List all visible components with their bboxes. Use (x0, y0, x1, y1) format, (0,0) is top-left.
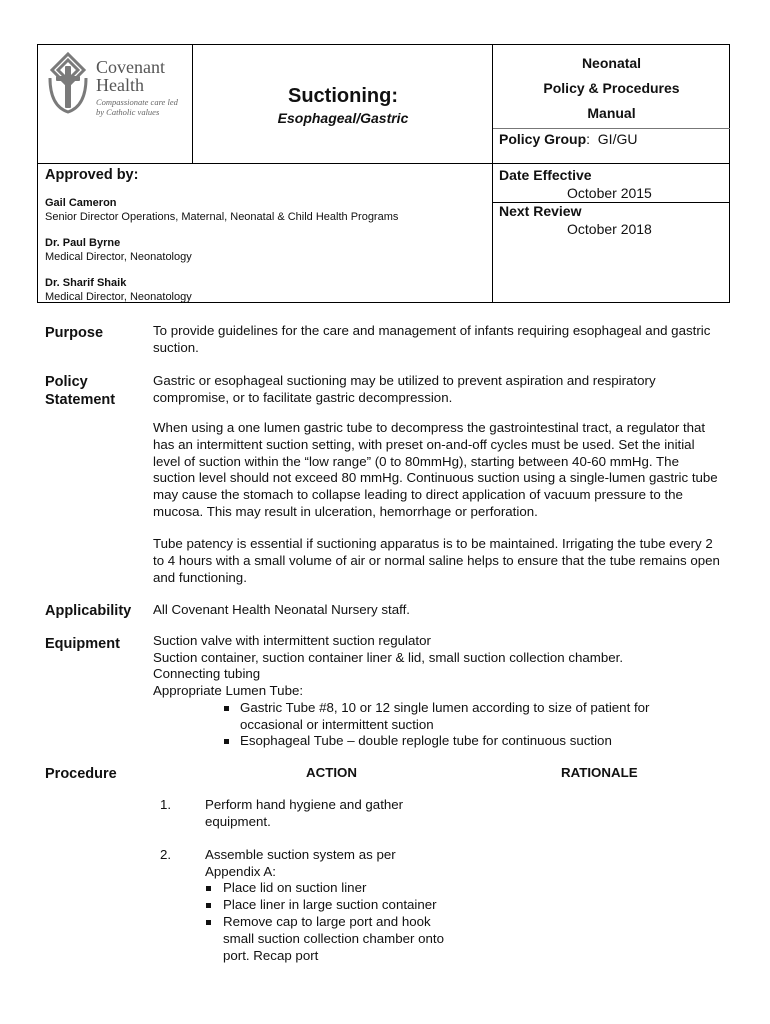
step-text: Perform hand hygiene and gather equipment. (205, 797, 404, 829)
approver-role: Medical Director, Neonatology (45, 291, 192, 303)
square-bullet-icon (206, 920, 211, 925)
equipment-line: Suction valve with intermittent suction regulator (153, 633, 431, 648)
applicability-heading: Applicability (45, 603, 132, 619)
list-item (206, 897, 466, 914)
step-number: 1. (160, 797, 172, 812)
applicability-text: All Covenant Health Neonatal Nursery staff. (153, 602, 410, 617)
equipment-line: Suction container, suction container liner & lid, small suction collection chamber. (153, 650, 624, 665)
square-bullet-icon (206, 886, 211, 891)
equipment-heading: Equipment (45, 636, 120, 652)
step-bullet-text: Place liner in large suction container (223, 897, 437, 912)
logo-tagline-line1: Compassionate care led (96, 97, 178, 107)
policy-group-value: GI/GU (597, 131, 638, 147)
approver-name: Dr. Paul Byrne (45, 237, 121, 249)
step-bullet-text: Remove cap to large port and hook small suction collection chamber onto port. Recap port (223, 914, 444, 963)
policy-group: Policy Group: GI/GU (499, 131, 638, 147)
next-review-value: October 2018 (567, 221, 652, 237)
logo-name-line2: Health (96, 75, 144, 95)
approver-role: Medical Director, Neonatology (45, 251, 192, 263)
policy-heading-line2: Statement (45, 392, 116, 408)
manual-line1: Neonatal (581, 55, 642, 71)
equipment-bullet-text: Esophageal Tube – double replogle tube for continuous suction (240, 733, 612, 748)
equipment-bullet-text: Gastric Tube #8, 10 or 12 single lumen according to size of patient for occasional or intermittent suction (240, 700, 650, 732)
square-bullet-icon (206, 903, 211, 908)
policy-statement-heading (45, 373, 115, 409)
equipment-line: Connecting tubing (153, 666, 261, 681)
document-subtitle: Esophageal/Gastric (277, 110, 409, 126)
manual-line2: Policy & Procedures (543, 80, 680, 96)
logo-name-line1: Covenant (96, 57, 165, 77)
policy-paragraph: Gastric or esophageal suctioning may be utilized to prevent aspiration and respiratory compromise, or to facilitate gastric decompression. (153, 373, 656, 405)
divider (37, 163, 730, 164)
equipment-line: Appropriate Lumen Tube: (153, 683, 304, 698)
approver-role: Senior Director Operations, Maternal, Neonatal & Child Health Programs (45, 211, 399, 223)
document-title: Suctioning: (288, 85, 398, 107)
list-item (206, 914, 461, 964)
square-bullet-icon (224, 706, 229, 711)
next-review-label: Next Review (499, 203, 582, 219)
list-item (224, 733, 684, 750)
approver-name: Gail Cameron (45, 197, 117, 209)
square-bullet-icon (224, 739, 229, 744)
policy-paragraph: Tube patency is essential if suctioning apparatus is to be maintained. Irrigating the tube every 2 to 4 hours with a small volume of air or normal saline helps to ensure that the tube remains open and functioning. (153, 536, 720, 585)
action-column-header: ACTION (306, 765, 357, 780)
purpose-text: To provide guidelines for the care and management of infants requiring esophageal and gastric suction. (153, 323, 711, 355)
policy-group-label: Policy Group (499, 131, 587, 147)
logo-wordmark (96, 58, 165, 94)
logo-tagline (96, 97, 196, 117)
rationale-column-header: RATIONALE (561, 765, 638, 780)
policy-heading-line1: Policy (45, 374, 88, 390)
purpose-heading: Purpose (45, 325, 104, 341)
approver-name: Dr. Sharif Shaik (45, 277, 127, 289)
divider (493, 128, 730, 129)
procedure-heading: Procedure (45, 766, 117, 782)
date-effective-value: October 2015 (567, 185, 652, 201)
manual-line3: Manual (587, 105, 636, 121)
date-effective-label: Date Effective (499, 167, 592, 183)
logo-tagline-line2: by Catholic values (96, 107, 160, 117)
step-text: Assemble suction system as per Appendix A: (205, 847, 396, 879)
list-item (224, 700, 684, 734)
list-item (206, 880, 466, 897)
step-number: 2. (160, 847, 172, 862)
policy-paragraph: When using a one lumen gastric tube to decompress the gastrointestinal tract, a regulator that has an intermittent suction setting, with preset on-and-off cycles must be used. Set the initial level of suction within the “low range” (0 to 80mmHg), starting between 40-60 mmHg. The suction level should not exceed 80 mmHg. Continuous suction using a single-lumen gastric tube may cause the stomach to collapse leading to direct application of vacuum pressure to the mucosa. This may result in ulceration, hemorrhage or perforation. (153, 420, 718, 519)
step-bullet-text: Place lid on suction liner (223, 880, 367, 895)
approved-by-label: Approved by: (45, 167, 139, 183)
